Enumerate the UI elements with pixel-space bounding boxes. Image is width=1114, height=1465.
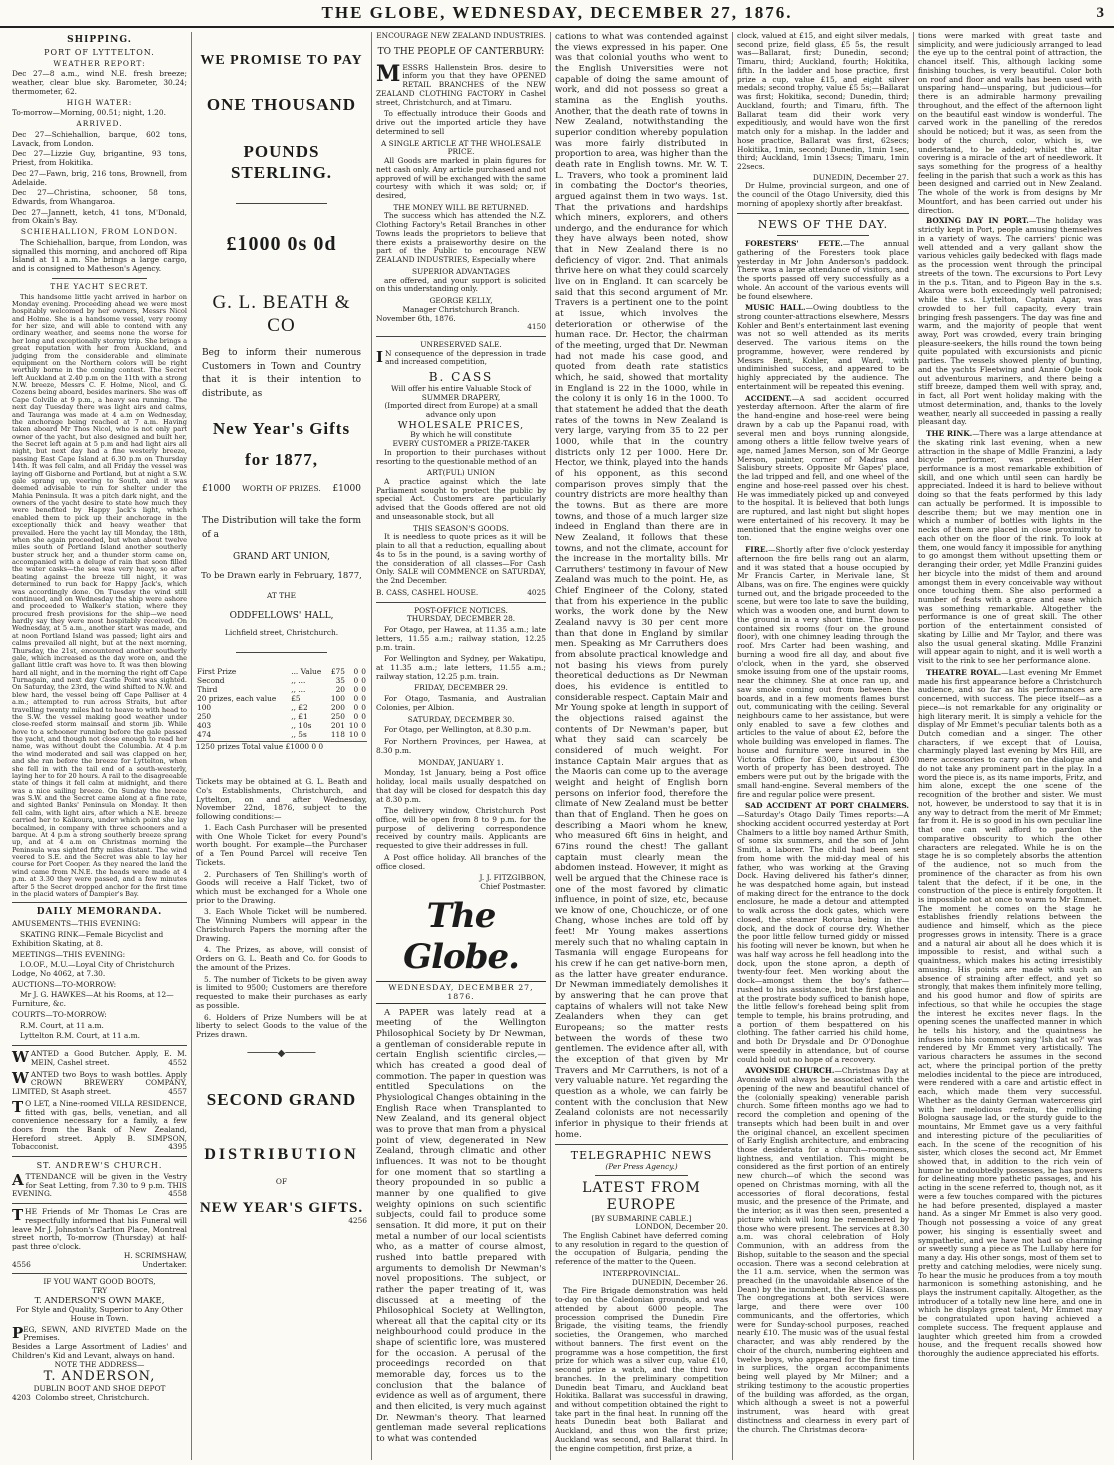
- globe-nameplate: The Globe.: [403, 895, 519, 978]
- news-item: [737, 395, 909, 543]
- prize-cell: Second: [197, 676, 225, 686]
- shipping-heading: SHIPPING.: [67, 35, 132, 45]
- news-item-lead: THEATRE ROYAL.: [926, 667, 1002, 677]
- memoranda-heading: DAILY MEMORANDA.: [36, 907, 163, 918]
- news-items-continued: [918, 217, 1102, 1358]
- news-item-lead: FORESTERS' FETE.: [745, 239, 843, 249]
- cass-which: By which he will constitute: [410, 430, 512, 440]
- prize-cell: ,, 5s: [291, 730, 307, 740]
- prize-row: [196, 703, 367, 712]
- encourage-heading: ENCOURAGE NEW ZEALAND INDUSTRIES.: [376, 32, 546, 40]
- dunedin-text: The Fire Brigade demonstration was held to-day on the Caledonian grounds, and was attended by about 6000 people. The procession comprised the Dunedin Fire Brigade, the visiting teams, the friendly societies, the Orangemen, who marched without banners. The first event on the programme was a hose competition, the first prize for which was a silver cup, value £10, second prize a watch, and the third two branches. In the preliminary competition Dunedin beat Timaru, and Auckland beat Hokitika. Ballarat was successful in drawing, and without competition obtained the right to take part in the final heat. In running off the heats Dunedin beat both Ballarat and Auckland, and thus won the first prize; Auckland was second, and Ballarat third. In the engine competition, first prize, a: [555, 1286, 728, 1453]
- arrival-entry: Dec 27—Lizzie Guy, brigantine, 93 tons, Priest, from Hokitika.: [12, 149, 187, 168]
- arrival-entry: Dec 27—Jannett, ketch, 41 tons, M'Donald, from Okain's Bay.: [12, 207, 187, 226]
- auctions-label: AUCTIONS—TO-MORROW:: [12, 979, 117, 989]
- encourage-to: TO THE PEOPLE OF CANTERBURY:: [377, 46, 545, 57]
- prize-cell: ,, 10s: [291, 721, 312, 731]
- classified-ad: WANTED a Good Butcher. Apply, E. M. MEIN, Cashel street. 4552: [12, 1048, 187, 1067]
- cass-artful: ART(FUL) UNION: [426, 468, 496, 478]
- prize-cell: ... Value: [291, 667, 322, 677]
- beath-street: Lichfield street, Christchurch.: [224, 628, 339, 638]
- prize-row: [196, 685, 367, 694]
- prize-cell: 118: [330, 730, 345, 740]
- prize-cell: 474: [197, 730, 212, 740]
- cass-practice: A practice against which the late Parliament sought to protect the public by special Act. Customers are particularly advised that the Goods offered are not old and unseasonable stock, but all: [376, 477, 546, 521]
- prize-cell: 0: [353, 694, 359, 704]
- prize-row: [196, 721, 367, 730]
- divider: [737, 213, 909, 214]
- prize-cell: £75: [330, 667, 345, 677]
- courts-entry: R.M. Court, at 11 a.m.: [20, 1020, 104, 1030]
- news-item-lead: FIRE.: [745, 545, 769, 555]
- prize-cell: 0: [361, 703, 366, 713]
- divider: [12, 1156, 187, 1157]
- marked-text: All Goods are marked in plain figures for nett cash only. Any article purchased and not approved of will be exchanged with the same courtesy with which it was sold; or, if desired,: [376, 156, 546, 200]
- telegraphic-heading: TELEGRAPHIC NEWS: [570, 1149, 713, 1163]
- prize-cell: ,, £2: [291, 703, 308, 713]
- dunedin2-dateline: DUNEDIN, December 27.: [812, 172, 909, 182]
- prize-cell: 250: [330, 712, 345, 722]
- page-columns: [0, 32, 1114, 1462]
- beath-promise-2: ONE THOUSAND: [206, 95, 357, 115]
- schiehallion-text: The Schiehallion, barque, from London, was signalled this morning, and anchored off Ripa Island at 11 a.m. She brings a large cargo, and is consigned to Matheson's Agency.: [12, 237, 187, 274]
- prize-cell: 0: [361, 730, 366, 740]
- press-agency: (Per Press Agency.): [605, 1161, 678, 1171]
- cass-summer: SUMMER DRAPERY,: [421, 392, 501, 402]
- avonside-continued: tions were marked with great taste and simplicity, and were judiciously arranged to lead the eye up to the central point of attraction, the chancel itself. This, although lacking some finishing touches, is very beautiful. Color both on roof and floor and walls has been used with unsparing hand—unsparing, but judicious—for there is an admirable harmony prevailing throughout, and the effect of the afternoon light on the beautiful east window is wonderful. The carved work in the panelling of the reredos should be noticed; but it was, as seen from the body of the church, color, which is, we understand, to be added; whilst the altar covering is a miracle of the art of needlework. It says something for the progress of a healthy feeling in the parish that such a work as this has been designed and carried out in New Zealand. The whole of the work is from designs by Mr Mountfort, and has been carried out under his direction.: [918, 32, 1102, 215]
- meetings-label: MEETINGS—THIS EVENING:: [12, 949, 126, 959]
- st-andrews-heading: ST. ANDREW'S CHURCH.: [36, 1161, 163, 1171]
- prize-row: [196, 712, 367, 721]
- cass-proportion: In proportion to their purchases without resorting to the questionable method of an: [376, 447, 546, 466]
- interprovincial-heading: INTERPROVINCIAL.: [602, 1268, 681, 1278]
- anderson-ad: IF YOU WANT GOOD BOOTS, TRY T. ANDERSON'S OWN MAKE, For Style and Quality, Superior to Any Other House in Town. PEG, SEWN, AND RIVETED Made on the Premises. Besides a Large Assortment of Ladies' and Children's Kid and Levant, always on hand. NOTE THE ADDRESS— T. ANDERSON, DUBLIN BOOT AND SHOE DEPOT 4203 Colombo street, Christchurch.: [12, 1277, 187, 1402]
- news-item: [918, 430, 1102, 666]
- cass-ad: I N consequence of the depression in trade and increased competition,: [376, 347, 546, 367]
- weather-text: Dec 27—8 a.m., wind N.E. fresh breeze; weather, clear blue sky. Barometer, 30.24; thermometer, 62.: [12, 69, 187, 96]
- auctions-entry: Mr J. G. HAWKES—At his Rooms, at 12—Furniture, &c.: [12, 990, 174, 1009]
- news-item-text: —The annual gathering of the Foresters took place yesterday in Mr John Anderson's paddock. There was a large attendance of visitors, and the sports passed off very successfully as a whole. An account of the various events will be found elsewhere.: [737, 239, 909, 301]
- beath-at: AT THE: [267, 590, 296, 600]
- unreserved-heading: UNRESERVED SALE.: [420, 340, 502, 349]
- beath-gifts-1: New Year's Gifts: [212, 419, 351, 439]
- masthead-title: THE GLOBE, WEDNESDAY, DECEMBER 27, 1876.: [321, 3, 793, 22]
- kelly-number: 4150: [527, 322, 546, 332]
- arrival-entry: Dec 27—Christina, schooner, 58 tons, Edwards, from Whangaroa.: [12, 188, 187, 206]
- news-item-text: —A sad accident occurred yesterday afternoon. After the alarm of fire the hand-engine and hose-reel were being drawn by a cab up the Papanui road, with several men and boys running alongside, among others a little fellow twelve years of age, named James Merson, son of Mr George Merson, painter, corner of Madras and Salisbury streets. Opposite Mr Gapes' place, the lad tripped and fell, and one wheel of the engine and hose-reel passed over his chest. He was immediately picked up and conveyed to the hospital. It is believed that both lungs are ruptured, and last night but slight hopes were entertained of his recovery. It may be mentioned that the engine weighs over one ton.: [737, 393, 909, 543]
- divider: [12, 1203, 187, 1204]
- kelly-role: Manager Christchurch Branch.: [402, 304, 520, 314]
- st-andrews-ad: ATTENDANCE will be given in the Vestry for Seat Letting, from 7.30 to 9 p.m. THIS EVENING. 4558: [12, 1170, 187, 1199]
- superior-advantages: SUPERIOR ADVANTAGES: [411, 266, 511, 276]
- water-label: HIGH WATER:: [66, 97, 133, 107]
- classified-ad: WANTED two Boys to wash bottles. Apply CROWN BREWERY COMPANY, LIMITED, St Asaph street. 4557: [12, 1068, 187, 1097]
- money-returned: THE MONEY WILL BE RETURNED.: [393, 202, 529, 212]
- beath-amount: £1000 0s 0d: [226, 233, 337, 256]
- courts-label: COURTS—TO-MORROW:: [12, 1009, 107, 1019]
- divider: [236, 203, 327, 204]
- prize-cell: 0: [353, 712, 359, 722]
- classified-ad: T O LET, a Nine-roomed VILLA RESIDENCE, fitted with gas, bells, venetian, and all convenience necessary for a family, a few doors from the Bank of New Zealand, Hereford street. Apply B. SIMPSON, Tobacconist. 4395: [12, 1097, 187, 1152]
- port-heading: PORT OF LYTTELTON.: [44, 47, 155, 57]
- fire-brigade-continued: clock, valued at £15, and eight silver medals, second prize, field glass, £5 5s, the result was—Ballarat, first; Dunedin, second; Timaru, third; Auckland, fourth; Hokitika, fifth. In the ladder and hose practice, first prize a cup, value £15, and eight silver medals; second trophy, value £5 5s;—Ballarat was first; Hokitika, second; Dunedin, third; Auckland, fourth; and Timaru, fifth. The Ballarat team did their work very expeditiously, and would have won the first match only for a mishap. In the ladder and hose practice, Ballarat was first, 62secs; Hokitika, 1min, second; Dunedin, 1min 1sec, third; Auckland, 1min 13secs; Timaru, 1min 22secs.: [737, 32, 909, 172]
- dunedin-dateline: DUNEDIN, December 26.: [631, 1277, 728, 1287]
- column-6: [913, 32, 1106, 1460]
- prize-cell: 201: [330, 721, 345, 731]
- condition-item: 2. Purchasers of Ten Shilling's worth of Goods will receive a Half Ticket, two of which must be exchanged for a Whole one prior to the Drawing.: [196, 869, 367, 905]
- column-5: [732, 32, 913, 1460]
- page-number: 3: [1096, 5, 1104, 21]
- weather-label: WEATHER REPORT:: [53, 58, 146, 68]
- postmaster-name: J. J. FITZGIBBON,: [479, 873, 546, 883]
- prize-cell: ,, ...: [291, 685, 306, 695]
- news-item: [737, 802, 909, 1064]
- schiehallion-heading: SCHIEHALLION, FROM LONDON.: [20, 227, 179, 237]
- cass-imported: (Imported direct from Europe) at a small advance only upon: [384, 401, 538, 420]
- beath-company: G. L. BEATH & CO: [212, 291, 351, 336]
- single-article: A SINGLE ARTICLE AT THE WHOLESALE PRICE.: [380, 138, 542, 157]
- second-of: OF: [275, 1177, 288, 1187]
- prize-cell: 0: [361, 685, 366, 695]
- news-item: [918, 669, 1102, 1359]
- hallenstein-ad: MESSRS Hallenstein Bros. desire to inform you that they have OPENED RETAIL BRANCHES of the NEW ZEALAND CLOTHING FACTORY in Cashel street, Christchurch, and at Timaru.: [376, 60, 546, 107]
- news-item-text: —There was a large attendance at the skating rink last evening, when a new attraction in the shape of Mdlle Franzini, a lady bicycle performer, was presented. Her performance is a most remarkable exhibition of skill, and one which until seen can hardly be appreciated. Indeed it is hard to believe without doing so that the feats performed by this lady can actually be performed. It is impossible to describe them; but we may mention one in which a number of bottles with lights in the necks of them are placed in close proximity to each other on the floor of the rink. To look at them, one would fancy it impossible for anything to go amongst them without upsetting them or deranging their order, yet Mdlle Franzini guides her bicycle into the midst of them and around amongst them in every conceivable way without once touching them. She also performed a number of feats with a grace and ease which was something remarkable. Altogether the performance is one of great skill. The other portion of the entertainment consisted of skating by Lillie and Mr Taylor, and there was also the usual general skating. Mdlle Franzini will appear again to night, and it is well worth a visit to the rink to see her performance alone.: [918, 429, 1102, 666]
- beath-worth-line: £1000 WORTH OF PRIZES. £1000: [202, 484, 361, 495]
- latest-europe: LATEST FROM EUROPE: [582, 1180, 701, 1214]
- news-item-text: —Saturday's Otago Daily Times reports:—A shocking accident occurred yesterday at Port Chalmers to a little boy named Arthur Smith, of some six summers, and the son of John Smith, a laborer. The child had been sent from home with the mid-day meal of his father, who was working at the Graving Dock. Having delivered his father's dinner, he was despatched home again, but instead of making direct for the entrance to the dock enclosure, he made a detour and attempted to walk across the dock gates, which were closed, the steamer Rotorua being in the dock, and the dock of course dry. Whether the poor little fellow turned giddy or missed his footing will never be known, but when he was half way across he fell headlong into the dock, upon the stone apron, a depth of twenty-four feet. Men working about the dock—amongst them the boy's father—rushed to his assistance, but the first glance at the prostrate body sufficed to banish hope, the little fellow's forehead being split from temple to temple, his brains protruding, and a portion of them bespattered on his clothing. The father carried his child home, and both Dr Drysdale and Dr O'Donoghue were speedily in attendance, but of course could hold out no hope of a recovery.: [737, 810, 909, 1064]
- beath-distribution: The Distribution will take the form of a: [202, 516, 361, 540]
- prize-row: [196, 676, 367, 685]
- funeral-notice: THE Friends of Mr Thomas Le Cras are respectfully informed that his Funeral will leave Mr J. Johnston's Carlton Place, Montreal street north, To-morrow (Thursday) at half-past three o'clock. H. SCRIMSHAW, 4556 Undertaker.: [12, 1206, 187, 1269]
- postmaster-role: Chief Postmaster.: [480, 882, 546, 892]
- prize-cell: 35: [335, 676, 345, 686]
- prize-cell: £5: [291, 694, 301, 704]
- water-text: To-morrow—Morning, 00.51; night, 1.20.: [12, 108, 166, 118]
- prize-cell: 0: [353, 676, 359, 686]
- condition-item: 5. The number of Tickets to be given away is limited to 9500; Customers are therefore requested to make their purchases as early as possible.: [196, 974, 367, 1010]
- second-grand: SECOND GRAND: [206, 1089, 357, 1109]
- cass-needless: It is needless to quote prices as it will be plain to all that a reduction, equalling about 4s to 5s in the pound, is a saving worthy of the consideration of all classes—For Cash Only. SALE will COMMENCE on SATURDAY, the 2nd December.: [376, 532, 546, 586]
- hallenstein-text: To effectually introduce their Goods and drive out the imported article they have determined to sell: [376, 109, 546, 136]
- cass-season: THIS SEASON'S GOODS.: [413, 523, 509, 533]
- kelly-date: November 6th, 1876.: [376, 313, 456, 323]
- yacht-heading: THE YACHT SECRET.: [50, 281, 149, 291]
- divider: [52, 278, 147, 279]
- success-text: The success which has attended the N.Z. Clothing Factory's Retail Branches in other Towns leads the proprietors to believe that there exists a praiseworthy desire on the part of the Public to encourage NEW ZEALAND INDUSTRIES, Especially where: [376, 211, 546, 265]
- prize-cell: ,, £1: [291, 712, 308, 722]
- news-item-text: —Last evening Mr Emmet made his first appearance before a Christchurch audience, and so far as his performances are concerned, with success. The piece itself—as a piece—is not remarkable for any originality or high literary merit. It is simply a vehicle for the display of Mr Emmet's peculiar talents both as a Dutch comedian and a singer. The other characters, if we except that of Louisa, charmingly played last evening by Mrs Hill, are mere accessories to carry on the dialogue and do not take any prominent part in the play. In a word the piece is, as its name imports, Fritz, and him alone, except the one scene of the recognition of the brother and sister. We must not, however, be understood to say that it is in any way to detract from the merit of Mr Emmet; far from it. He is so good in his own peculiar line that one can well afford to pardon the comparative obscurity to which the other characters are relegated. While he is on the stage he is so completely absorbs the attention of the audience, not so much from the prominence of the character as from his own talent that the defect, if it be one, in the construction of the piece is entirely forgotten. It is impossible not at once to warm to Mr Emmet. The moment he comes on the stage he establishes friendly relations between the audience and himself, which as the piece progresses grows in intensity. There is a grace and a natural air about all he does which it is impossible to resist, and withal such a quaintness, which makes his acting irresistibly amusing. His points are made with such an absence of straining after effect, and yet so strongly, that makes them infinitely more telling, and his good humor and flow of spirits are infectious, so that while he occupies the stage the interest he excites never flags. In the opening scenes the unaffected manner in which he tells his history, and the quaintness he infuses into his common saying 'Ish dat so?' was rendered by Mr Emmet very artistically. The various characters he assumes in the second act, where the principal portion of the pretty melodies incidental to the piece are introduced, were rendered with a care and artistic effect in each, which made them very successful. Whether as the dainty German waterceress girl with her melodious refrain, the rollicking Bologna sausage lad, or the sturdy guide to the mountains, Mr Emmet gave us a very faithful and interesting picture of the peculiarities of each. In the scene of the recognition of his sister, which closes the second act, Mr Emmet showed that, in addition to the rich vein of humor he undoubtedly possesses, he has powers for delineating more pathetic passages, and his acting in the scene referred to, though not, as it were a few touches compared with the pictures he had before presented, displayed a master hand. As a singer Mr Emmet is also very good. Though not possessing a voice of any great power, his singing is essentially sweet and sympathetic, and we have not had so charming or sweetly sung a piece as The Lullaby here for many a day. His other songs, most of them set to pretty and catching melodies, were nicely sung. To hear the music he produces from a toy mouth harmonicon is something astonishing, and he plays the instrument capitally. Altogether, as the introducer of a totally new line here, and one in which he displays great talent, Mr Emmet may be congratulated upon having achieved a complete success. The frequent applause and laughter which greeted him from a crowded house, and the frequent recalls showed how thoroughly the audience appreciated his efforts.: [918, 667, 1102, 1359]
- prize-cell: Third: [197, 685, 218, 695]
- prize-cell: First Prize: [197, 667, 237, 677]
- prize-row: [196, 667, 367, 676]
- news-item-lead: ACCIDENT.: [745, 393, 792, 403]
- prize-row: [196, 730, 367, 739]
- prize-cell: 0: [353, 667, 359, 677]
- cass-every: EVERY CUSTOMER a PRIZE-TAKER: [392, 439, 530, 449]
- prize-cell: 20: [335, 685, 345, 695]
- divider: [595, 1175, 688, 1176]
- offered-text: are offered, and your support is solicited on this understanding only.: [376, 275, 546, 294]
- second-gifts: NEW YEAR'S GIFTS.: [199, 1199, 364, 1216]
- news-item: [737, 546, 909, 799]
- cable-note: [BY SUBMARINE CABLE.]: [591, 1213, 692, 1223]
- condition-item: 3. Each Whole Ticket will be numbered. The Winning Numbers will appear in the Christchurch Papers the morning after the Drawing.: [196, 907, 367, 943]
- arrival-entry: Dec 27—Schiehallion, barque, 602 tons, Lavack, from London.: [12, 129, 187, 148]
- cass-sign: B. CASS, CASHEL HOUSE. 4025: [376, 587, 546, 597]
- news-item-lead: THE RINK.: [926, 429, 973, 439]
- second-distribution: DISTRIBUTION: [204, 1145, 359, 1163]
- post-notices: THURSDAY, DECEMBER 28. For Otago, per Hawea, at 11.35 a.m.; late letters, 11.55 a.m.; railway station, 12.25 p.m. train. For Wellington and Sydney, per Wakatipu, at 11.35 a.m.; late letters, 11.55 a.m.; railway station, 12.25 p.m. train. FRIDAY, DECEMBER 29. For Otago, Tasmania, and Australian Colonies, per Albion. SATURDAY, DECEMBER 30. For Otago, per Wellington, at 8.30 p.m. For Northern Provinces, per Hawea, at 8.30 p.m. MONDAY, JANUARY 1. Monday, 1st January, being a Post office holiday, local mails usually despatched on that day will be closed for despatch this day at 8.30 p.m. The delivery window, Christchurch Post office, will be open from 8 to 9 p.m. for the purpose of delivering correspondence received by country mails. Applicants are requested to give their addresses in full. A Post office holiday. All branches of the office closed.: [376, 614, 546, 871]
- kelly-name: GEORGE KELLY,: [429, 296, 493, 306]
- prize-cell: 100: [197, 703, 212, 713]
- prize-cell: 0: [361, 694, 366, 704]
- prize-cell: 0: [361, 667, 366, 677]
- prize-cell: 250: [197, 712, 212, 722]
- divider: [555, 1144, 728, 1145]
- beath-tickets: Tickets may be obtained at G. L. Beath and Co's Establishments, Christchurch, and Lyttelton, on and after Wednesday, November 22nd, 1876, subject to the following conditions:—: [196, 777, 367, 822]
- column-2: [191, 32, 371, 1460]
- london-dateline: LONDON, December 20.: [635, 1222, 728, 1232]
- beath-intro: Beg to inform their numerous Customers in Town and Country that it is their intention to distribute, as: [202, 348, 361, 399]
- cass-offer: Will offer his entire Valuable Stock of: [391, 383, 531, 393]
- news-heading: NEWS OF THE DAY.: [757, 217, 889, 231]
- arrivals-list: [12, 131, 187, 226]
- memoranda-block: [12, 920, 187, 1041]
- news-item: [737, 304, 909, 391]
- arrival-entry: Dec 27—Fawn, brig, 216 tons, Brownell, from Adelaide.: [12, 168, 187, 187]
- prize-cell: 200: [330, 703, 345, 713]
- news-item-text: —Shortly after five o'clock yesterday afternoon the fire bells rang out an alarm, and it was stated that a house occupied by Mr Francis Carter, in Merivale lane, St Albans, was on fire. The engines were quickly turned out, and the brigade proceeded to the scene, but were too late to save the building, which was a wooden one, and burnt down to the ground in a very short time. The house contained six rooms (four on the ground floor), with one chimney leading through the roof. Mrs Carter had been washing, and burning a wood fire all day, and about five o'clock, when in the yard, she observed smoke issuing from one of the upstair rooms, near the chimney. She at once ran up, and saw smoke coming out from between the boards, and in a few moments flames burst out, communicating with the ceiling. Several neighbours came to her assistance, but were only enabled to save a few clothes and articles to the value of about £2, before the whole building was enveloped in flames. The house and furniture were insured in the Victoria Office for £300, but about £300 worth of property has been destroyed. The embers were put out by the brigade with the small hand-engine. Several members of the fire and regular police were present.: [737, 545, 909, 799]
- column-1: [8, 32, 191, 1460]
- divider: [376, 602, 546, 603]
- yacht-article: This handsome little yacht arrived in harbor on Monday evening. Proceeding ahead we were most hospitably welcomed by her owners, Messrs Nicol and Holme. She is a handsome vessel, very roomy for her size, and will able to contend with any ordinary weather, and seems none the worse for her long and exceptionally stormy trip. She brings a great reputation with her from Auckland, and judging from the considerable and eliminate equipment on the Northern colors will be right worthily borne in the coming contest. The Secret left Auckland at 2.40 p.m on the 11th with a strong N.W. breeze, Messrs C. F. Holme, Nicol, and G. Cozens being aboard, besides mariners. She was off Cape Colville at 9 p.m., a heavy sea running. The next day Tuesday there was light airs and calms, and Tauranga was made at 4 a.m on Wednesday, the anchorage being reached at 7 a.m. Having taken aboard Mr Thos Nicol, who is not only part owner of the yacht, but also designed and built her, the Secret left again at 5 p.m and had light airs all night, but next day had a fine westerly breeze, passing East Cape Island at 6.30 p.m on Thursday 14th. It was fell calm, and all Friday the vessel was laying off Gisborne and Portland, but at night a S.W. gale sprang up, veering to South, and it was deemed advisable to run for shelter under the Mahia Peninsula. It was a pitch dark night, and the owners of the yacht desire to state how much they were benefited by Happy Jack's light, which enabled them to pick up their anchorage in the exceptionally thick and heavy weather that prevailed. Here the yacht lay till Monday, the 18th, when she again proceeded, but when about twelve miles south of Portland Island another southerly buster struck her, and a thunder storm came on, accompanied with a deluge of rain that soon filled the water casks—the sea was very heavy, so after beating against the breeze till night, it was determined to run back for Happy Jack's, which was accordingly done. On Tuesday the wind still continued, and on Wednesday the ship were ashore and proceeded to Walker's station, where they procured fresh provisions for the ship—we need hardly say they were most hospitably received. On Wednesday, at 5 a.m., another start was made, and at noon Portland Island was passed; light airs and calms prevailed all night, but at the next morning, Thursday, the 21st, encountered another southerly gale, which increased as the day wore on, and the gallant little craft was hove to. It was then blowing hard all night, and in the morning the right off Cape Turnagain, and next day Castle Point was sighted. On Saturday, the 23rd, the wind shifted to N.W. and blew hard, the vessel being off Cape Palliser at 4 a.m.; attempted to run across Straits, but after travelling twenty miles had to heave to with head to the S.W. the vessel making good weather under close-reefed storm mainsail and storm jib. While hove to a schooner running before the gale passed the yacht, and though not close enough to read her name, was without doubt the Columbia. At 4 p.m the wind moderated and sail was clapped on her, and she ran before the breeze for Lyttelton, when she fell in with the tail end of a south-westerly, laying her to for 20 hours. A rail to the disagreeable state of things it fell calm at midnight, and there was a nice sailing breeze. On Sunday the breeze was S.W. and the Secret came along at a fine rate, and sighted Banks' Peninsula on Monday. It then fell calm, with light airs, after which a N.E. breeze carried her to Kaikoura, under which point she lay becalmed, in company with three schooners and a barque. At 4 p.m a strong southerly breeze sprang up, and at 4 a.m on Christmas morning the Peninsula was sighted fifty miles distant. The wind veered to S.E. and the Secret was able to lay her course for Port Cooper. As they neared the land the wind came from N.N.E. the heads were made at 4 p.m. at 3.30 they were passed, and a few minutes after 5 the Secret dropped anchor for the first time in the placid waters of Dampier's Bay.: [12, 292, 187, 898]
- condition-item: 4. The Prizes, as above, will consist of Orders on G. L. Beath and Co. for Goods to the amount of the Prizes.: [196, 945, 367, 972]
- beath-gifts-2: for 1877,: [245, 449, 318, 469]
- prize-cell: 100: [330, 694, 345, 704]
- amusements-label: AMUSEMENTS—THIS EVENING:: [12, 919, 141, 929]
- amusements-entry: SKATING RINK—Female Bicyclist and Exhibition Skating, at 8.: [12, 930, 164, 948]
- news-items: [737, 240, 909, 1434]
- editorial-text: A PAPER was lately read at a meeting of the Wellington Philosophical Society by Dr Newman, a gentleman of considerable repute in certain English scientific circles,—which has created a good deal of commotion. The paper in question was entitled Speculations on the Physiological Changes obtaining in the English Race when Transplanted to New Zealand, and its general object was to prove that man from a physical point of view, degenerated in New Zealand, through climatic and other influences. It was not to be thought for one moment that so startling a theory propounded in so public a manner by one qualified to give weighty opinions on such scientific subjects, could fail to produce some sensation. It did more, it put on their metal a number of our local scientists who, as a matter of course almost, rushed into battle prepared with arguments to demolish Dr Newman's novel propositions. The subject, or rather the paper treating of it, was discussed at a meeting of the Philosophical Society at Wellington, whereat all that the capital city or its neighbourhood could produce in the shape of scientific lore, was mustered for the occasion. A perusal of the proceedings recorded on that memorable day, forces us to the conclusion that the balance of evidence as well as of argument, there and then elicited, is very much against Dr. Newman's theory. That learned gentleman made several replications to what was contended: [376, 1007, 546, 1445]
- divider: [376, 336, 546, 337]
- prize-table: [196, 667, 367, 739]
- ornament-rule: ─────◆─────: [247, 1047, 316, 1059]
- prize-cell: 10: [348, 721, 359, 731]
- editorial-dateline: WEDNESDAY, DECEMBER 27, 1876.: [376, 981, 546, 1004]
- news-item-lead: AVONSIDE CHURCH.: [745, 1066, 835, 1076]
- cass-name: B. CASS: [428, 370, 494, 385]
- news-item: [737, 240, 909, 301]
- condition-item: 1. Each Cash Purchaser will be presented with One Whole Ticket for every Pound's worth bought. For example—the Purchaser of a Ten Pound Parcel will receive Ten Tickets.: [196, 822, 367, 867]
- news-item-lead: SAD ACCIDENT AT PORT CHALMERS.: [745, 801, 909, 811]
- divider: [12, 1045, 187, 1046]
- courts-entry: Lyttelton R.M. Court, at 11 a.m.: [20, 1031, 140, 1041]
- prize-cell: 0: [361, 712, 366, 722]
- prize-cell: ,, ...: [291, 676, 306, 686]
- london-text: The English Cabinet have deferred coming to any resolution in regard to the question of the occupation of Bulgaria, pending the reference of the matter to the Queen.: [555, 1231, 728, 1267]
- news-item-text: —The holiday was strictly kept in Port, people amusing themselves in a variety of ways. The carriers' picnic was well attended and a very gallant show the various vehicles gaily bedecked with flags made as the procession went through the principal streets of the town. The excursions to Port Levy in the p.s. Titan, and to Pigeon Bay in the s.s. Akaroa were both exceedingly well patronised; while the s.s. Lyttelton, Captain Agar, was crowded to her full capacity, every train bringing fresh passengers. The day was fine and warm, and the majority of people that went away, Port was crowded, every train bringing pleasure-seekers, the hills round the town being quite populated with excursionists and picnic parties. The vessels showed plenty of bunting, and the yachts Fleetwing and Annie Ogle took out adventurous mariners, and there being a stiff breeze, damped them well with spray, and, in fact, all Port went holiday making with the utmost determination, and, thanks to the lovely weather, nearly all succeeded in passing a really pleasant day.: [918, 216, 1102, 427]
- prize-cell: 0: [361, 721, 366, 731]
- beath-promise-3: POUNDS STERLING.: [230, 141, 333, 182]
- divider: [12, 1273, 187, 1274]
- prize-cell: 0: [361, 676, 366, 686]
- news-item-text: —Christmas Day at Avonside will always be associated with the opening of the new and beautiful chancel of the (colonially speaking) venerable parish church. Some fifteen months ago we had to record the completion and opening of the transepts which had been built in and over the original chancel, an excellent specimen of Early English architecture, and embracing those desiderata for a church—roominess, lightness, and ventilation. This might be considered as the first portion of an entirely new church—of which the second was opened on Christmas morning, with all the accessories of floral decorations, festal music, and the presence of the Primate, and the interior, as it was then seen, presented a picture which will long be remembered by those who were present. The services at 8.30 a.m. was choral celebration of Holy Communion, with an address from the Bishop, suitable to the season and the special occasion. There was a second celebration at the 11 a.m. service, when the sermon was preached (in the unavoidable absence of the Dean) by the incumbent, the Rev H. Glasson. The congregations at both services were large, and there were over 100 communicants, and the offertories, which were for Sunday-school purposes, reached nearly £10. The music was of the usual festal character, and was ably rendered by the choir of the church, numbering eighteen and twelve boys, who appeared for the first time in surplices, the organ accompaniments being well played by Mr Milner; and a striking testimony to the acoustic properties of the building was afforded, as the organ, which although a sweet is not a powerful instrument, was heard with great distinctness and clearness in every part of the church. The Christmas decora-: [737, 1066, 909, 1434]
- condition-item: 6. Holders of Prize Numbers will be at liberty to select Goods to the value of the Prizes drawn.: [196, 1012, 367, 1040]
- news-item-text: —Owing doubtless to the strong counter-attractions elsewhere, Messrs Kohler and Bent's entertainment last evening was not so well attended as its merits deserved. The various items on the programme, however, were rendered by Messrs Bent, Kohler, and Ward, with undiminished success, and appeared to be highly appreciated by the audience. The entertainment will be repeated this evening.: [737, 303, 910, 391]
- prize-cell: 20 prizes, each value: [197, 694, 277, 704]
- column-3: [371, 32, 550, 1460]
- masthead: [0, 0, 1114, 28]
- dunedin2-text: Dr Hulme, provincial surgeon, and one of the council of the Otago University, died this morning of apoplexy shortly after breakfast.: [737, 181, 909, 208]
- prize-cell: 0: [353, 685, 359, 695]
- post-heading: POST-OFFICE NOTICES.: [414, 605, 508, 615]
- beath-promise-1: WE PROMISE TO PAY: [200, 53, 363, 68]
- arrived-label: ARRIVED.: [76, 119, 123, 129]
- news-item: [737, 1067, 909, 1434]
- cass-wholesale: WHOLESALE PRICES,: [397, 419, 525, 431]
- divider: [777, 235, 869, 236]
- prize-total: 1250 prizes Total value £1000 0 0: [196, 741, 367, 752]
- beath-union: GRAND ART UNION,: [233, 552, 330, 563]
- news-item-lead: MUSIC HALL.: [745, 303, 806, 313]
- meetings-entry: I.O.OF., M.U.—Loyal City of Christchurch Lodge, No 4062, at 7.30.: [12, 960, 175, 978]
- news-item: [918, 217, 1102, 427]
- editorial-continued: cations to what was contended against the views expressed in his paper. One was that colonial youths who went to the English Universities were not capable of doing the same amount of work, and did not possess so great a stamina as the English youths. Another, that the death rate of towns in New Zealand, notwithstanding the superior condition whereby population was more fairly distributed in proportion to area, was higher than the death rate in English towns. Mr. W. T. L. Travers, who took a prominent laid in combating the Doctor's theories, argued against them in two ways. 1st. That the privations and hardships which miners, explorers, and others undergo, and the endurance for which they have always been noted, show that in New Zealand there is no deficiency of vigor. 2nd. That animals thrive here on what they could scarcely live on in England. It can scarcely be said that this second argument of Mr. Travers is a pertinent one to the point at issue, which involves the deterioration or otherwise of the human race. Dr. Hector, the chairman of the meeting, urged that Dr. Newman had not made his case good, and quoted from death rate statistics which, he said, showed that mortality in England is 22 in the 1000, while in the colony it is only 16 in the 1000. To that statement he added that the death rates of the towns in New Zealand is very large, varying from 35 to 22 per 1000, while that in the country districts only 12 per 1000. Here Dr. Hector, we think, played into the hands of his opponent, as this second comparison proves simply that the country districts are more healthy than the towns. But as there are more towns, and those of a much larger size indeed in England than there are in New Zealand, it follows that these towns, and not the climate, account for the increase in the mortality bills. Mr Carruthers' testimony in favour of New Zealand was much to the point. He, as Chief Engineer of the Colony, stated that from his experience in the public works, the work done by the New Zealand navvy is 30 per cent more than that done in England by similar men. Speaking as Mr Carruthers does from absolute practical knowledge and not basing his views from purely theoretical deductions as Dr Newman does, his evidence is entitled to considerable respect. Captain Mair and Mr Young spoke at length in support of the objections raised against the contents of Dr Newman's paper, but what they said can scarcely be considered of much weight. For instance Captain Mair argues that as the Maoris can come up to the average weight and height of English born persons on inferior food, therefore the climate of New Zealand must be better than that of England. Then he goes on describing a Maori whom he knew, who measured 6ft 6ins in height, and 67ins round the chest! The gallant captain must clearly mean the abdomen instead. However, it might as well be argued that the Chinese race is one of the most favored by climatic influence, in point of size, etc, because we know of one, Chouchicze, or of one Chang, whose inches are told off by feet! Mr Young makes assertions merely such that no whaling captain in Tasmania will engage Europeans for his crew if he can get native-born men, as the latter have greater endurance. Dr Newman immediately demolishes it by answering that he can prove that captains of whalers will not take New Zealanders when they can get Europeans; so the matter rests between the words of these two gentlemen. The evidence after all, with the exception of that given by Mr Travers and Mr Carruthers, is not of a very valuable nature. Yet regarding the question as a whole, we can fairly be content with the conclusion that New Zealand colonists are not necessarily inferior in physique to their friends at home.: [555, 32, 728, 1140]
- beath-ad-number: 4256: [348, 1216, 367, 1226]
- prize-cell: 0: [353, 703, 359, 713]
- divider: [236, 652, 327, 653]
- news-item-lead: BOXING DAY IN PORT.: [926, 216, 1029, 226]
- prize-row: [196, 694, 367, 703]
- prize-cell: 403: [197, 721, 212, 731]
- prize-cell: 10: [348, 730, 359, 740]
- beath-hall: ODDFELLOWS' HALL,: [229, 610, 334, 621]
- divider: [12, 902, 187, 903]
- beath-drawn: To be Drawn early in February, 1877,: [201, 571, 362, 582]
- beath-conditions: [196, 824, 367, 1040]
- column-4: [550, 32, 732, 1460]
